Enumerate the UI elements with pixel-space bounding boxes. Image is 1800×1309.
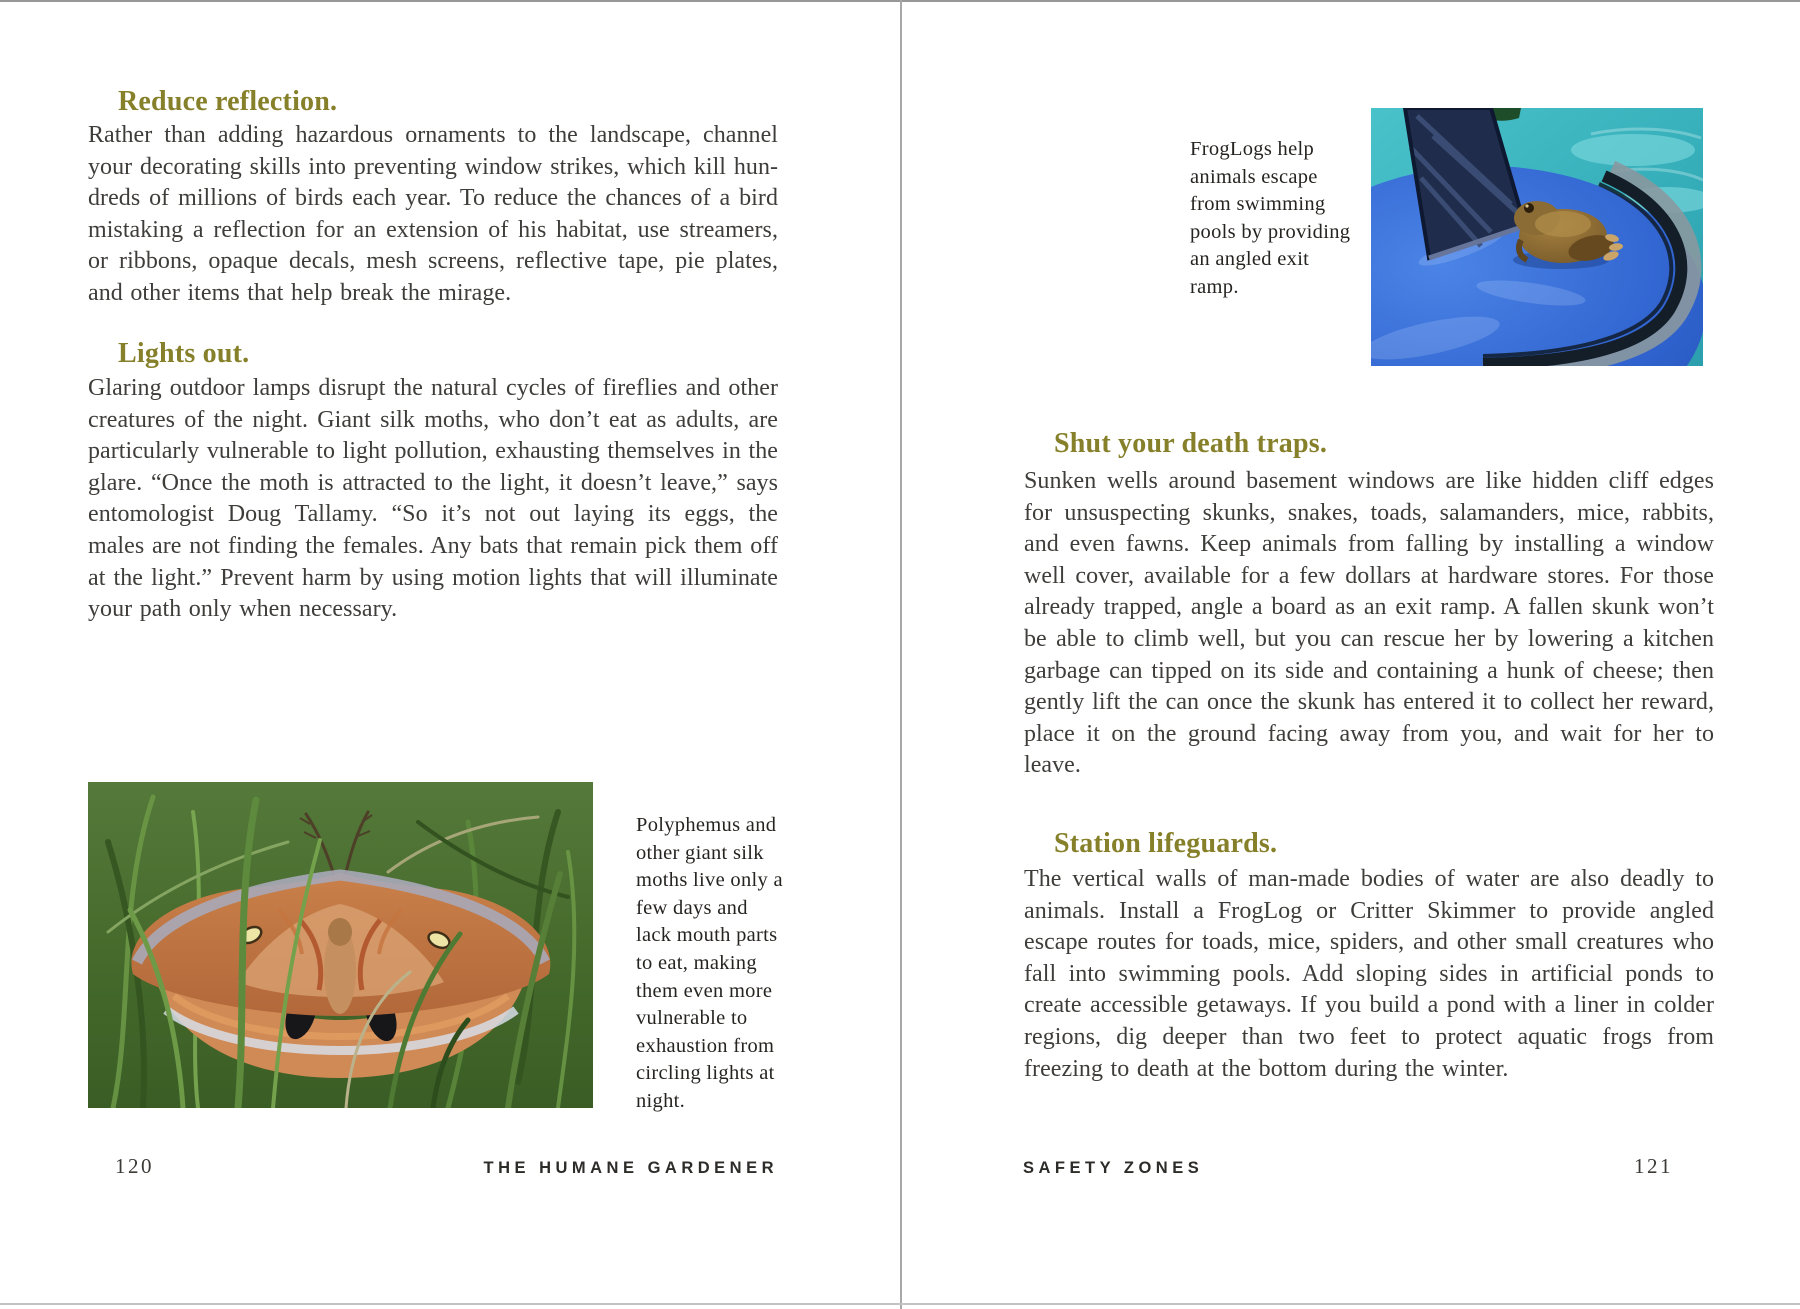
running-title-book: THE HUMANE GARDENER bbox=[483, 1159, 778, 1177]
polyphemus-moth-photo bbox=[88, 782, 593, 1108]
paragraph-station-lifeguards: The vertical walls of man-made bodies of water are also deadly to animals. Install a FrogLog or Critter Skimmer to provide angled escape routes for toads, mice, spiders, and other small creatures who fall into swimming pools. Add sloping sides in artificial ponds to create accessible getaways. If you build a pond with a liner in colder regions, dig deeper than two feet to protect aquatic frogs from freezing to death at the bottom during the winter. bbox=[1024, 866, 1714, 1082]
moth-photo-illustration bbox=[88, 782, 593, 1108]
right-page-footer bbox=[1023, 1154, 1673, 1180]
section-heading-shut-death-traps: Shut your death traps. bbox=[1054, 428, 1328, 459]
section-heading-station-lifeguards: Station lifeguards. bbox=[1054, 828, 1278, 859]
froglog-pool-photo bbox=[1371, 108, 1703, 366]
paragraph-shut-death-traps: Sunken wells around basement windows are like hidden cliff edges for unsuspecting skunks, snakes, toads, salamanders, mice, rabbits, and even fawns. Keep animals from falling by installing a window well cover, available for a few dollars at hardware stores. For those already trapped, angle a board as an exit ramp. A fallen skunk won’t be able to climb well, but you can rescue her by lowering a kitchen garbage can tipped on its side and containing a hunk of cheese; then gently lift the can once the skunk has entered it to collect her reward, place it on the ground facing away from you, and wait for her to leave. bbox=[1024, 468, 1714, 779]
left-page-footer bbox=[115, 1154, 778, 1180]
bottom-rule bbox=[0, 1303, 1800, 1305]
paragraph-reduce-reflection: Rather than adding hazardous ornaments to the landscape, channel your decorating skills into preventing window strikes, which kill hundreds of millions of birds each year. To reduce the chances of a bird mistaking a reflection for an extension of his habitat, use streamers, or ribbons, opaque decals, mesh screens, reflective tape, pie plates, and other items that help break the mirage. bbox=[88, 122, 778, 306]
paragraph-lights-out: Glaring outdoor lamps disrupt the natural cycles of fireflies and other creatures of the night. Giant silk moths, who don’t eat as adults, are particularly vulnerable to light pollution, exhausting themselves in the glare. “Once the moth is attracted to the light, it doesn’t leave,” says entomologist Doug Tallamy. “So it’s not out laying its eggs, the males are not finding the females. Any bats that remain pick them off at the light.” Prevent harm by using motion lights that will illuminate your path only when necessary. bbox=[88, 375, 778, 623]
page-number-121: 121 bbox=[1634, 1154, 1673, 1178]
frog-photo-illustration bbox=[1371, 108, 1703, 366]
running-title-section: SAFETY ZONES bbox=[1023, 1159, 1204, 1177]
page-gutter-rule bbox=[900, 0, 902, 1309]
frog-photo-caption: FrogLogs help animals escape from swimming pools by providing an angled exit ramp. bbox=[1190, 138, 1351, 298]
page-number-120: 120 bbox=[115, 1154, 154, 1178]
section-heading-lights-out: Lights out. bbox=[118, 338, 250, 369]
moth-photo-caption: Polyphemus and other giant silk moths live only a few days and lack mouth parts to eat, making them even more vulnerable to exhaustion from circling lights at night. bbox=[636, 814, 783, 1112]
section-heading-reduce-reflection: Reduce reflection. bbox=[118, 86, 338, 117]
